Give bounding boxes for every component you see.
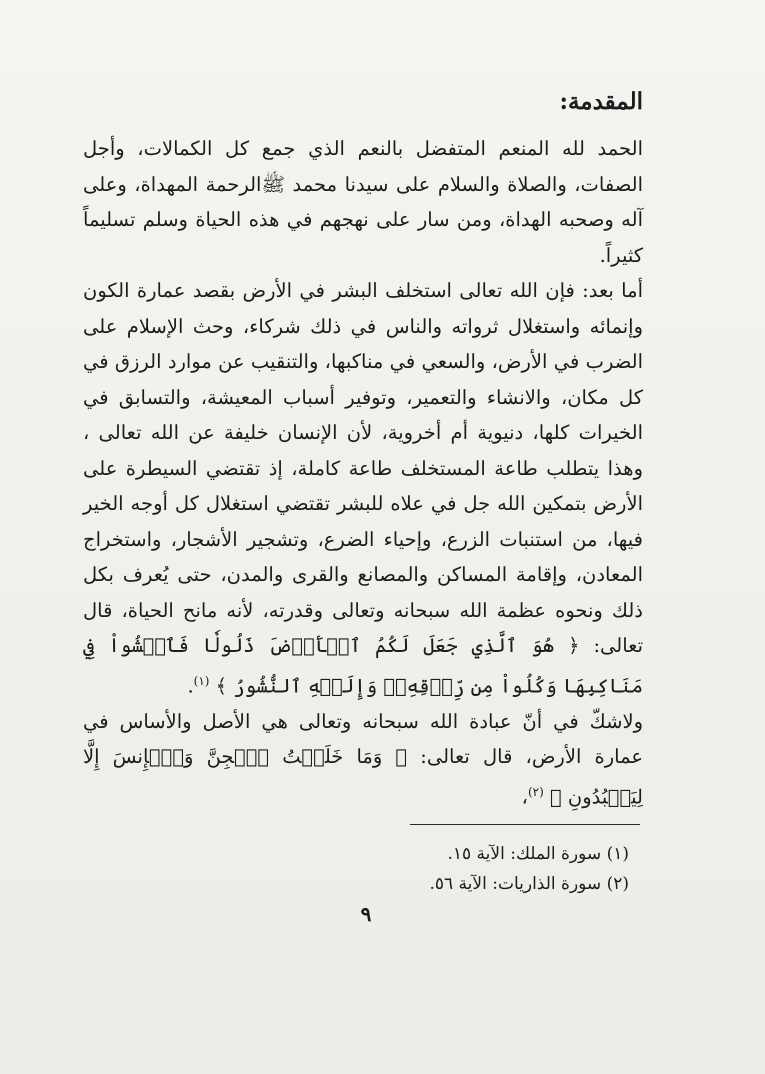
paragraph-3 (83, 704, 643, 815)
quran-verse-2: ﴿ وَمَا خَلَقۡتُ ٱلۡجِنَّ وَٱلۡإِنسَ إِلَّا لِيَعۡبُدُونِ ﴾ (83, 745, 643, 808)
footnote-divider (410, 824, 640, 825)
footnote-marker-1: (١) (193, 673, 210, 688)
paragraph-2-text: أما بعد: فإن الله تعالى استخلف البشر في الأرض بقصد عمارة الكون وإنمائه واستغلال ثرواته والناس في ذلك شركاء، وحث الإسلام على الضرب في الأرض، والسعي في مناكبها، والتنقيب عن موارد الرزق في كل مكان، والانشاء والتعمير، وتوفير أسباب المعيشة، والتسابق في الخيرات كلها، دنيوية أم أخروية، لأن الإنسان خليفة عن الله تعالى ، وهذا يتطلب طاعة المستخلف طاعة كاملة، إذ تقتضي السيطرة على الأرض بتمكين الله جل في علاه للبشر تقتضي استغلال كل أوجه الخير فيها، من استنبات الزرع، وإحياء الضرع، وتشجير الأشجار، واستخراج المعادن، وإقامة المساكن والمصانع والقرى والمدن، حتى يُعرف بكل ذلك ونحوه عظمة الله سبحانه وتعالى وقدرته، لأنه مانح الحياة، قال تعالى: (83, 279, 643, 657)
body-text (83, 131, 643, 815)
punct-1: . (187, 674, 194, 697)
footnote-marker-2: (٢) (527, 784, 544, 799)
paragraph-2 (83, 273, 643, 704)
quran-verse-1: ﴿ هُوَ ٱلَّذِي جَعَلَ لَكُمُ ٱلۡأَرۡضَ ذَلُولٗا فَٱمۡشُواْ فِي مَنَاكِبِهَا وَكُلُواْ مِن رِّزۡقِهِۦۖ وَإِلَيۡهِ ٱلنُّشُورُ ﴾ (83, 634, 643, 697)
footnotes (429, 839, 629, 899)
section-heading: المقدمة: (559, 88, 643, 115)
punct-2: ، (521, 785, 528, 808)
page-number: ٩ (360, 902, 372, 926)
footnote-2: (٢) سورة الذاريات: الآية ٥٦. (429, 874, 629, 894)
paragraph-3-text: ولاشكّ في أنّ عبادة الله سبحانه وتعالى هي الأصل والأساس في عمارة الأرض، قال تعالى: (83, 709, 644, 768)
paragraph-1: الحمد لله المنعم المتفضل بالنعم الذي جمع كل الكمالات، وأجل الصفات، والصلاة والسلام على سيدنا محمد ﷺالرحمة المهداة، وعلى آله وصحبه الهداة، ومن سار على نهجهم في هذه الحياة وسلم تسليماً كثيراً. (83, 137, 643, 267)
footnote-1: (١) سورة الملك: الآية ١٥. (447, 844, 629, 864)
